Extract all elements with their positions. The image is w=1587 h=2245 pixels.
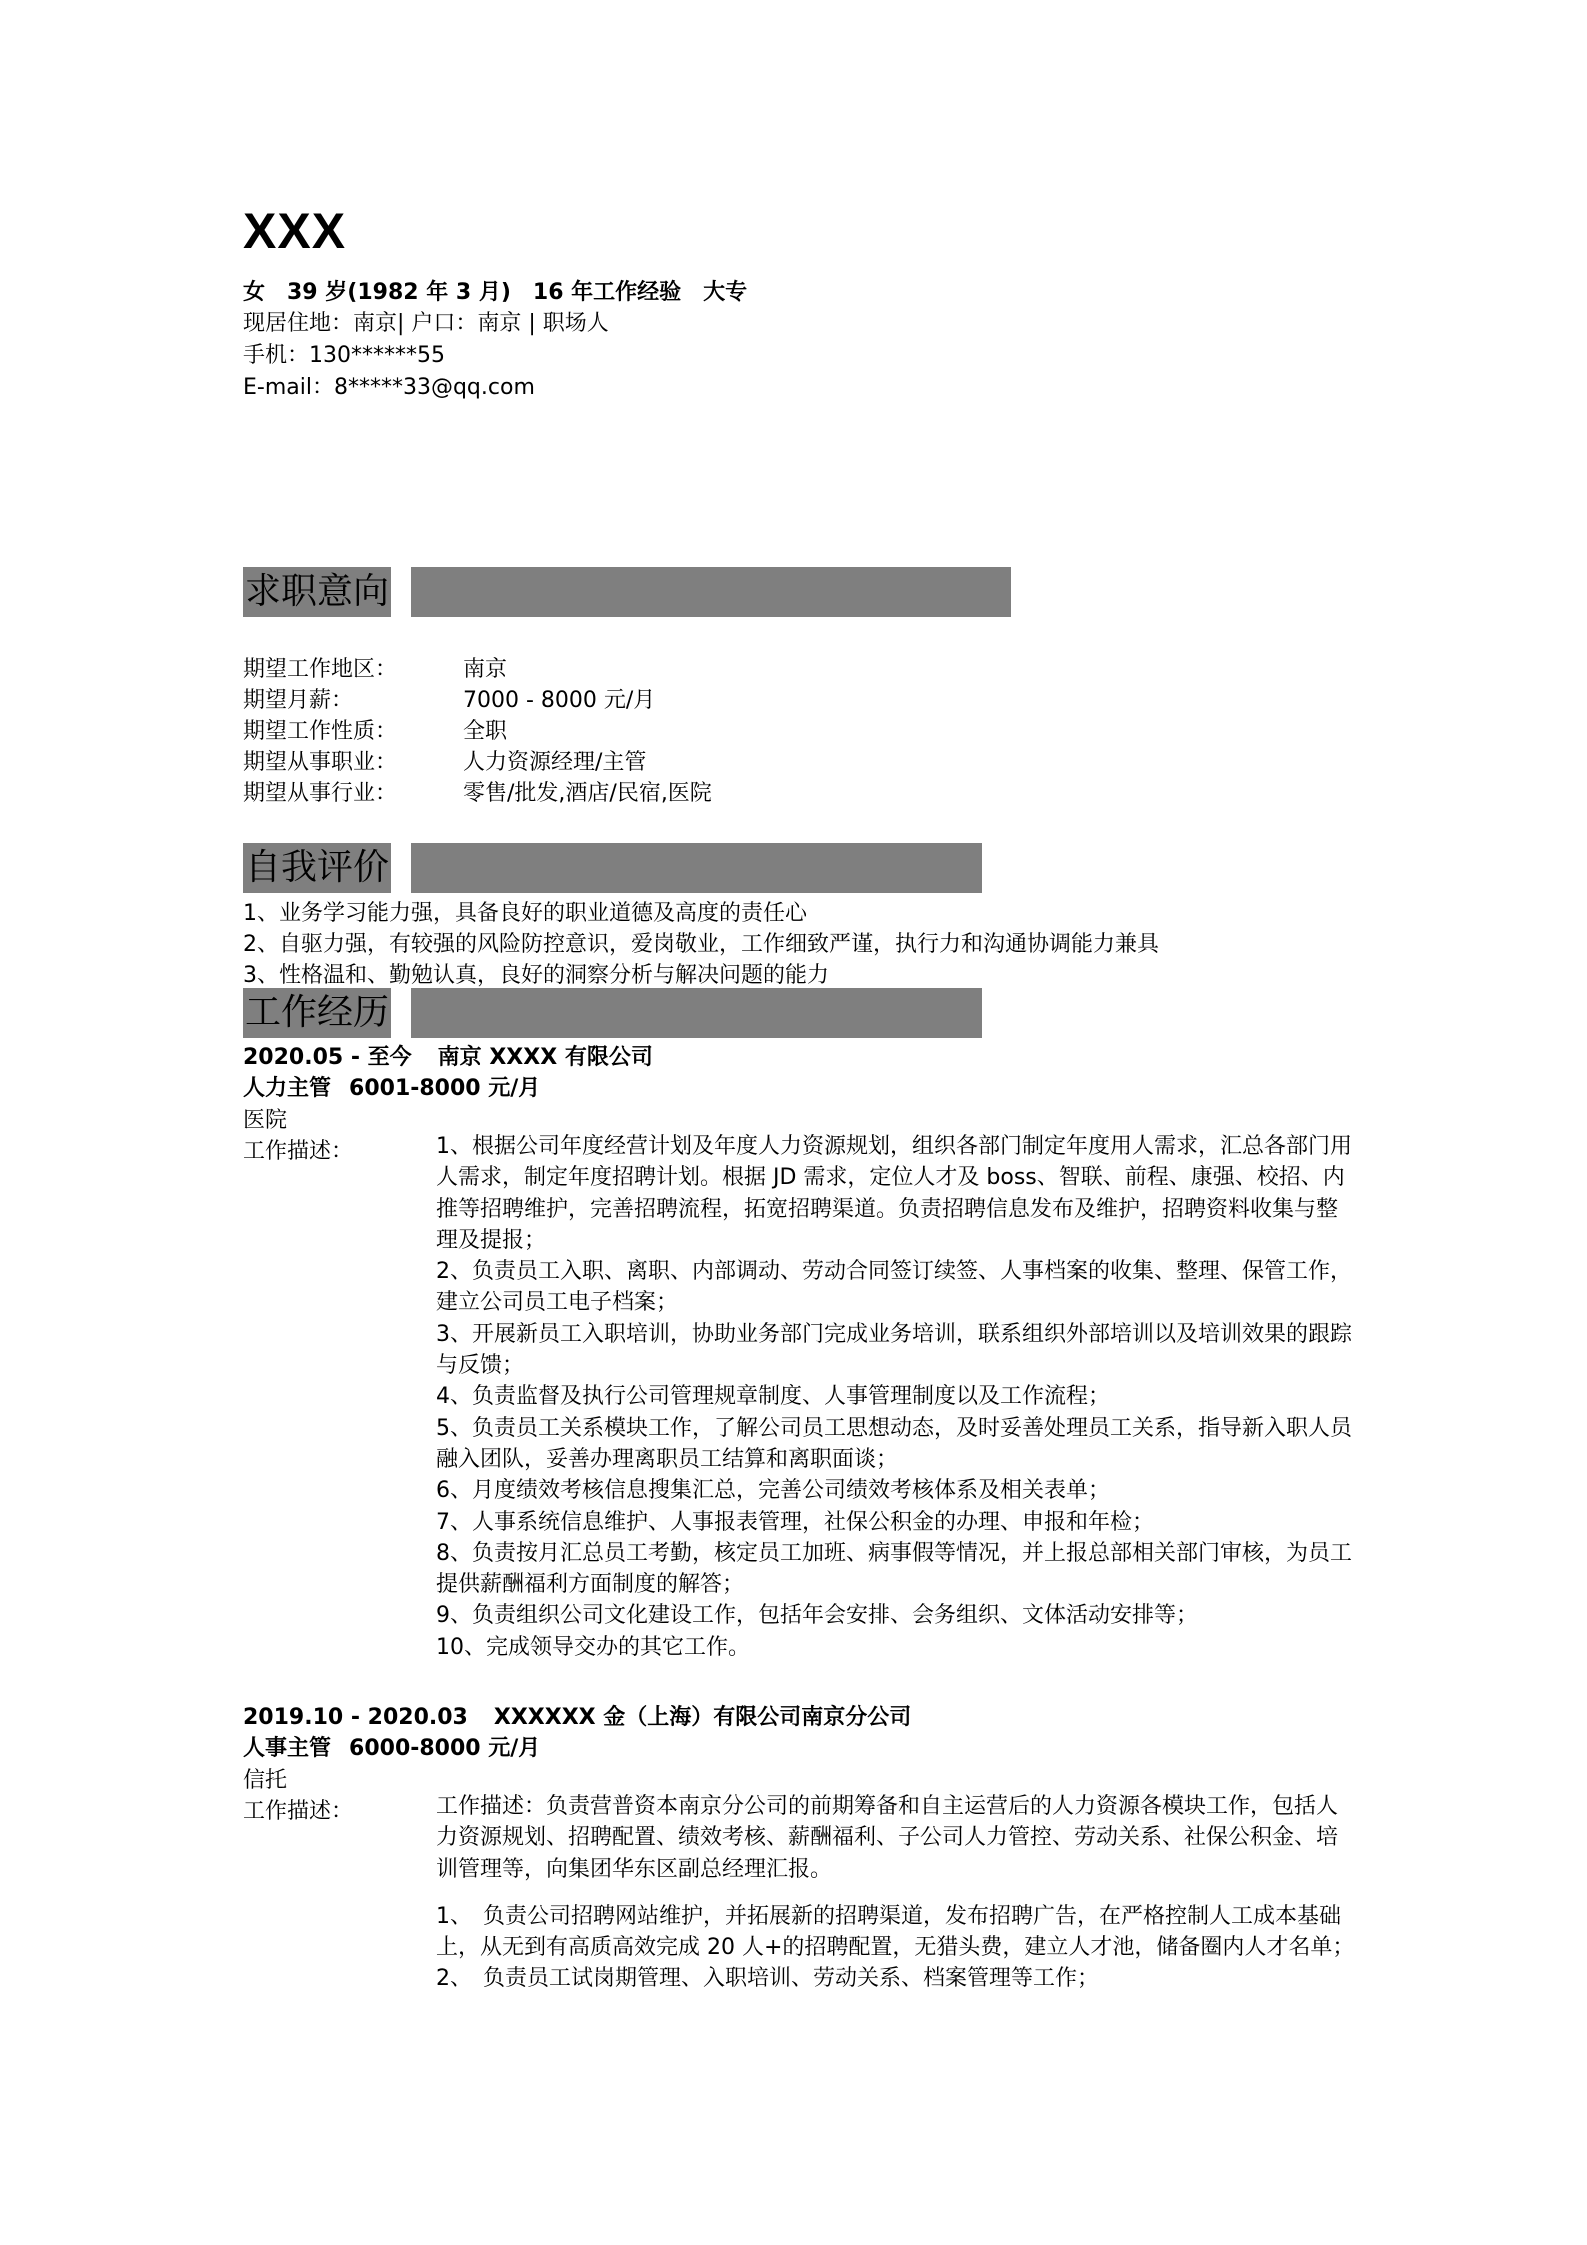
email-line: E-mail：8*****33@qq.com <box>243 375 535 400</box>
intent-value-type: 全职 <box>463 719 508 744</box>
job-company: 南京 XXXX 有限公司 <box>437 1045 653 1070</box>
self-eval-item: 3、性格温和、勤勉认真，良好的洞察分析与解决问题的能力 <box>243 963 829 988</box>
job-desc-item: 6、月度绩效考核信息搜集汇总，完善公司绩效考核体系及相关表单； <box>436 1478 1110 1504</box>
intent-label-type: 期望工作性质： <box>243 719 398 744</box>
job-desc-item: 10、完成领导交办的其它工作。 <box>436 1634 750 1660</box>
job-header <box>243 1040 653 1071</box>
job-desc-item: 2、 负责员工试岗期管理、入职培训、劳动关系、档案管理等工作； <box>436 1966 1099 1992</box>
intent-label-occupation: 期望从事职业： <box>243 750 398 775</box>
job-industry: 医院 <box>243 1108 288 1133</box>
intent-label-location: 期望工作地区： <box>243 657 398 682</box>
job-salary: 6001-8000 元/月 <box>349 1076 541 1101</box>
section-bar-work <box>411 988 982 1038</box>
intent-value-salary: 7000 - 8000 元/月 <box>463 688 656 713</box>
job-desc-item: 5、负责员工关系模块工作，了解公司员工思想动态，及时妥善处理员工关系，指导新入职人员融入团队，妥善办理离职员工结算和离职面谈； <box>436 1415 1353 1472</box>
job-desc-item: 4、负责监督及执行公司管理规章制度、人事管理制度以及工作流程； <box>436 1384 1110 1410</box>
job-title-line <box>243 1731 540 1762</box>
job-desc-item: 1、 负责公司招聘网站维护，并拓展新的招聘渠道，发布招聘广告，在严格控制人工成本基础上，从无到有高质高效完成 20 人+的招聘配置，无猎头费，建立人才池，储备圈内人才名单； <box>436 1903 1355 1961</box>
job-title-line <box>243 1071 540 1102</box>
section-title-intent: 求职意向 <box>243 567 391 617</box>
job-description <box>436 1791 1356 1995</box>
job-desc-item: 8、负责按月汇总员工考勤，核定员工加班、病事假等情况，并上报总部相关部门审核，为员工提供薪酬福利方面制度的解答； <box>436 1540 1353 1598</box>
job-desc-item: 2、负责员工入职、离职、内部调动、劳动合同签订续签、人事档案的收集、整理、保管工作，建立公司员工电子档案； <box>436 1259 1353 1316</box>
intent-label-salary: 期望月薪： <box>243 688 354 713</box>
basic-info-line: 女 39 岁(1982 年 3 月) 16 年工作经验 大专 <box>243 280 748 305</box>
phone-line: 手机：130******55 <box>243 343 445 368</box>
job-desc-item: 工作描述：负责营普资本南京分公司的前期筹备和自主运营后的人力资源各模块工作，包括人力资源规划、招聘配置、绩效考核、薪酬福利、子公司人力管控、劳动关系、社保公积金、培训管理等，向集团华东区副总经理汇报。 <box>436 1794 1339 1882</box>
job-period: 2019.10 - 2020.03 <box>243 1705 468 1730</box>
intent-value-occupation: 人力资源经理/主管 <box>463 750 647 775</box>
candidate-name: XXX <box>243 203 347 259</box>
section-bar-self-eval <box>411 843 982 893</box>
intent-label-industry: 期望从事行业： <box>243 781 398 806</box>
job-desc-item: 1、根据公司年度经营计划及年度人力资源规划，组织各部门制定年度用人需求，汇总各部门用人需求，制定年度招聘计划。根据 JD 需求，定位人才及 boss、智联、前程、康强、校招、内推等招聘维护，完善招聘流程，拓宽招聘渠道。负责招聘信息发布及维护，招聘资料收集与整理及提报； <box>436 1134 1353 1253</box>
self-eval-item: 2、自驱力强，有较强的风险防控意识，爱岗敬业，工作细致严谨，执行力和沟通协调能力兼具 <box>243 932 1160 957</box>
job-company: XXXXXX 金（上海）有限公司南京分公司 <box>493 1705 912 1730</box>
section-bar-intent <box>411 567 1011 617</box>
intent-value-industry: 零售/批发,酒店/民宿,医院 <box>463 781 712 806</box>
job-header <box>243 1700 911 1731</box>
job-industry: 信托 <box>243 1768 288 1793</box>
job-desc-item: 3、开展新员工入职培训，协助业务部门完成业务培训，联系组织外部培训以及培训效果的跟踪与反馈； <box>436 1321 1353 1379</box>
job-description <box>436 1131 1356 1663</box>
job-desc-label: 工作描述： <box>243 1799 354 1824</box>
job-title: 人力主管 <box>243 1076 332 1101</box>
job-salary: 6000-8000 元/月 <box>349 1736 541 1761</box>
job-desc-item: 7、人事系统信息维护、人事报表管理，社保公积金的办理、申报和年检； <box>436 1509 1154 1535</box>
intent-value-location: 南京 <box>463 657 508 682</box>
job-title: 人事主管 <box>243 1736 332 1761</box>
job-desc-label: 工作描述： <box>243 1139 354 1164</box>
job-period: 2020.05 - 至今 <box>243 1045 412 1070</box>
residence-line: 现居住地：南京| 户口：南京 | 职场人 <box>243 311 609 336</box>
section-title-self-eval: 自我评价 <box>243 843 391 893</box>
self-eval-item: 1、业务学习能力强，具备良好的职业道德及高度的责任心 <box>243 901 807 926</box>
job-desc-item: 9、负责组织公司文化建设工作，包括年会安排、会务组织、文体活动安排等； <box>436 1603 1198 1629</box>
section-title-work: 工作经历 <box>243 988 391 1038</box>
